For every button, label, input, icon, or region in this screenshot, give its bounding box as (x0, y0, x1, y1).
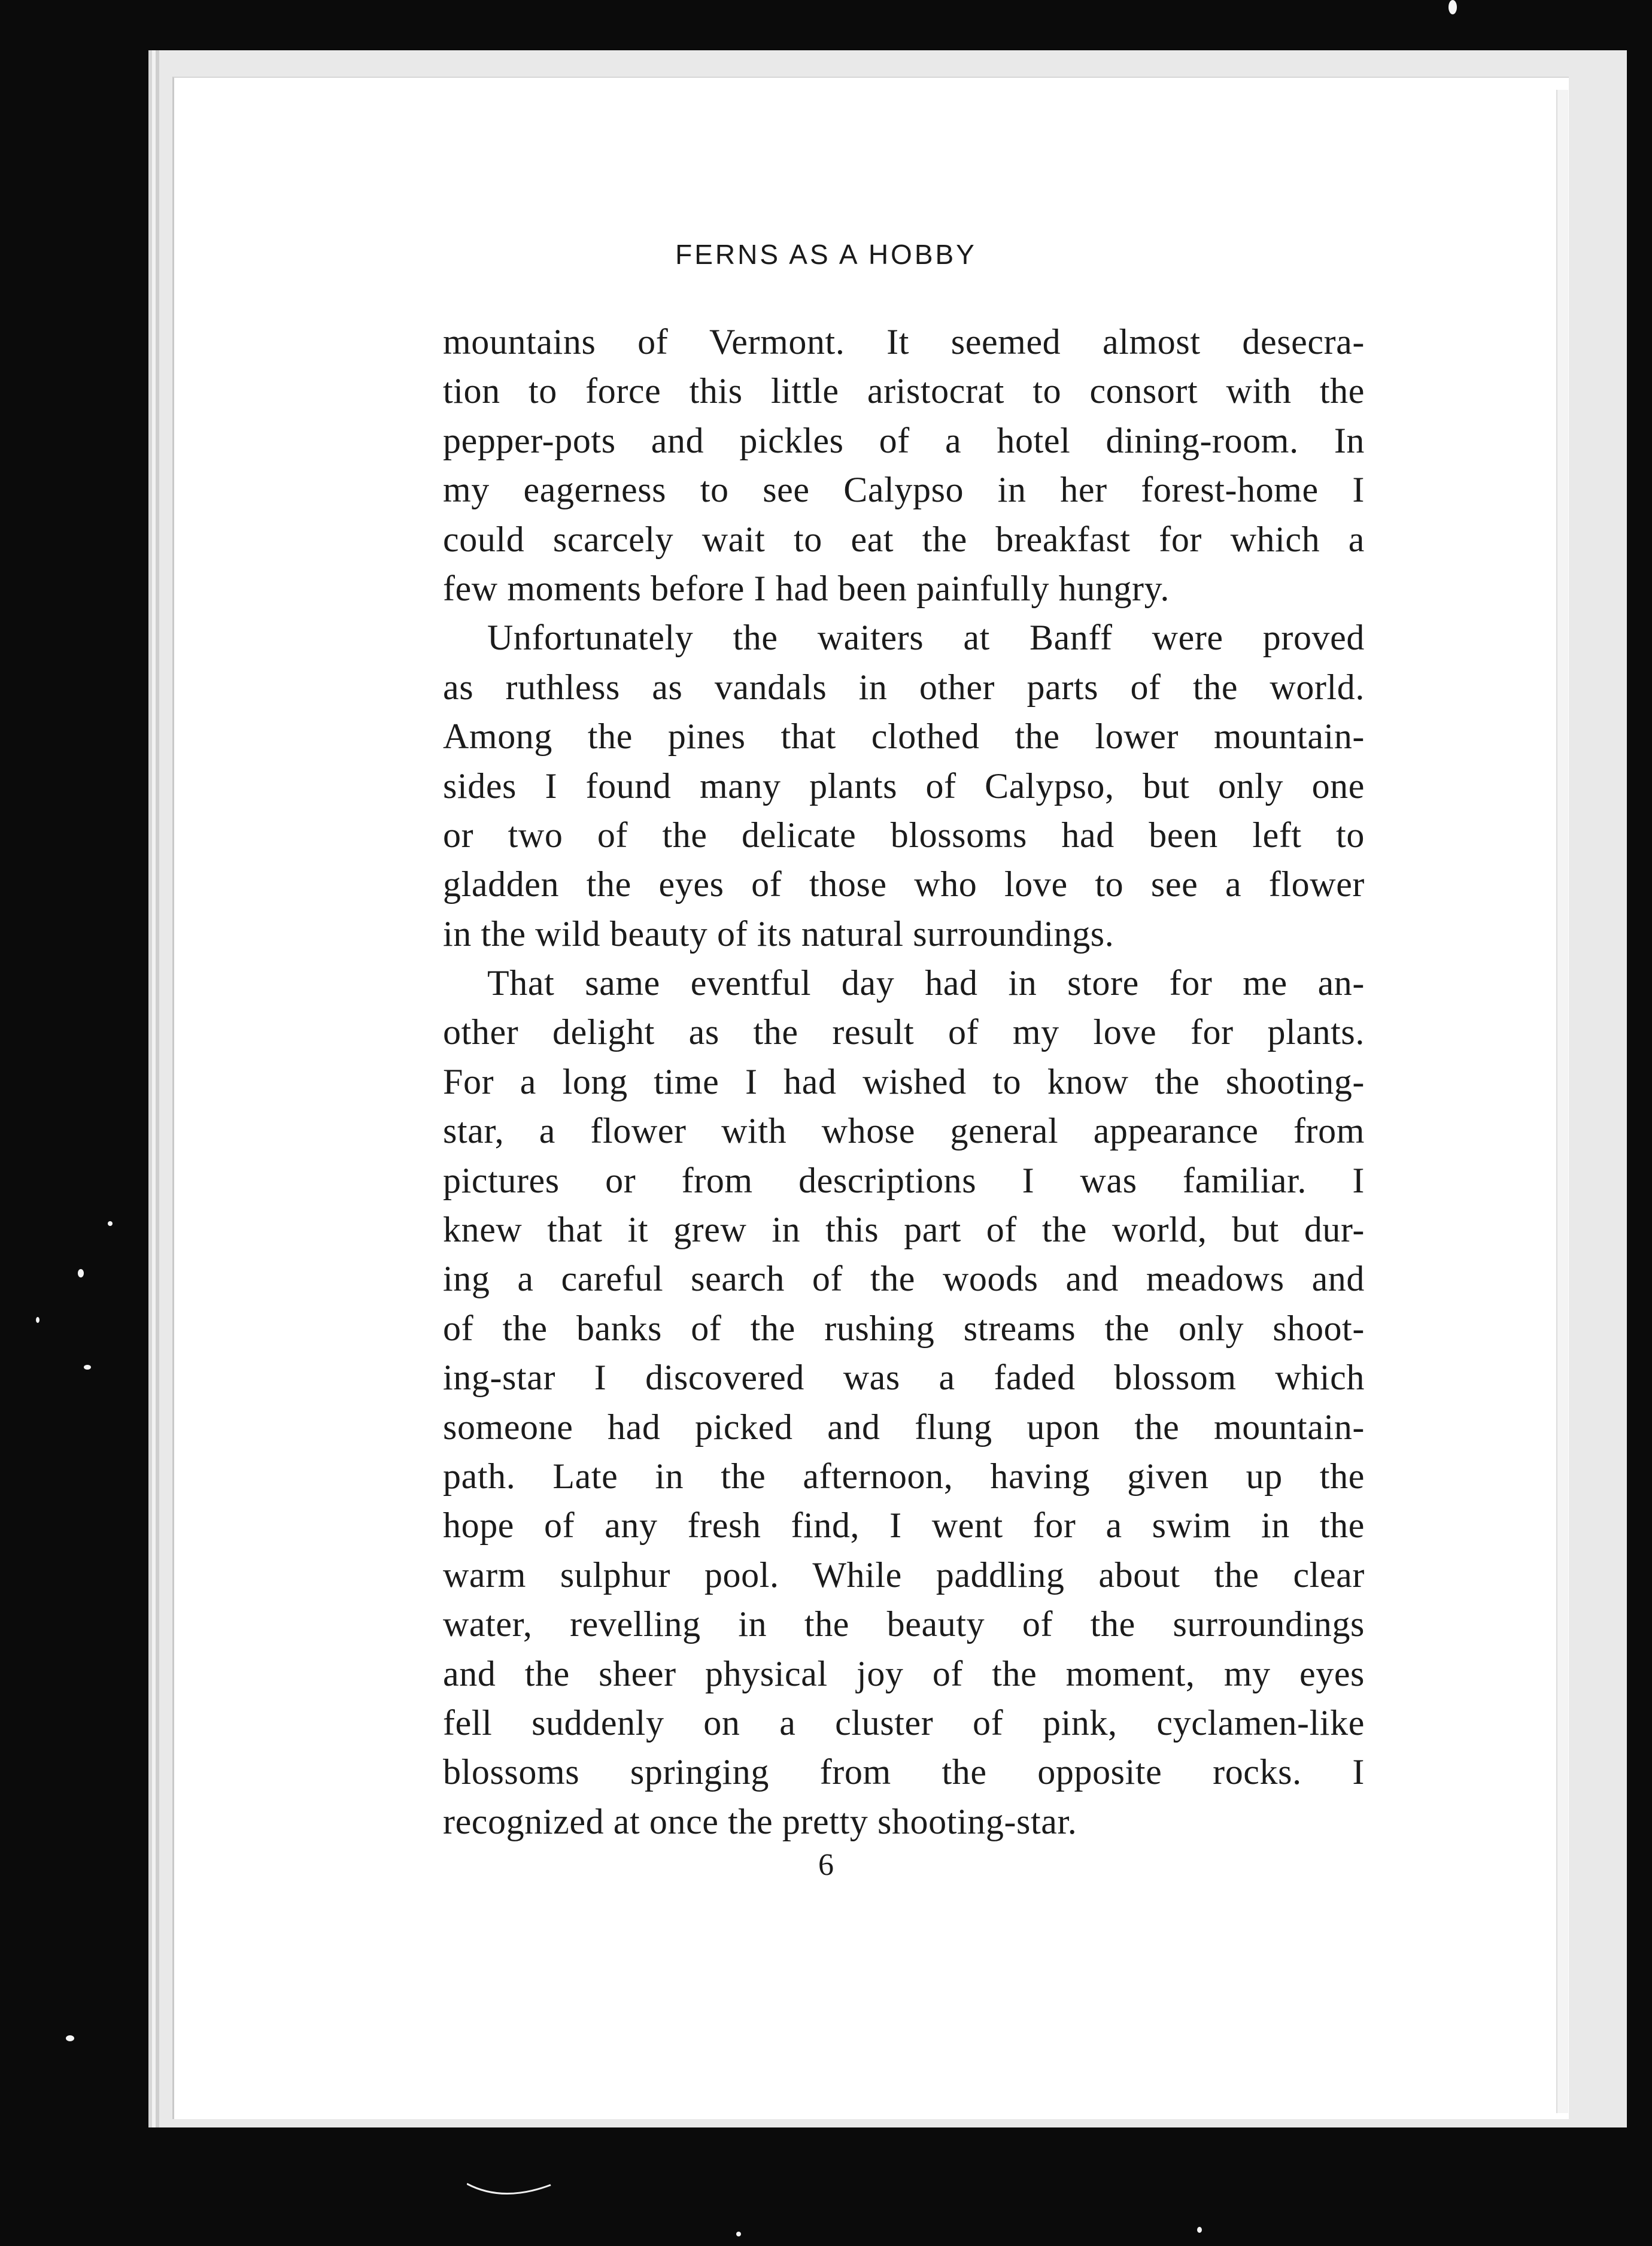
text-line: That same eventful day had in store for me an- (487, 963, 1365, 1003)
text-line: someone had picked and flung upon the mountain- (443, 1407, 1365, 1447)
text-line: could scarcely wait to eat the breakfast for which a (443, 519, 1365, 559)
text-line: fell suddenly on a cluster of pink, cyclamen-like (443, 1702, 1365, 1743)
text-line: my eagerness to see Calypso in her forest-home I (443, 470, 1365, 510)
running-head: FERNS AS A HOBBY (675, 239, 977, 270)
text-line: ing a careful search of the woods and meadows and (443, 1259, 1365, 1299)
scan-mark (467, 2179, 557, 2203)
text-line: hope of any fresh find, I went for a swim in the (443, 1506, 1365, 1546)
scan-speck (1197, 2227, 1202, 2233)
scan-speck (1448, 0, 1457, 14)
text-line: water, revelling in the beauty of the surroundings (443, 1604, 1365, 1644)
text-line: path. Late in the afternoon, having given up the (443, 1456, 1365, 1496)
text-line: recognized at once the pretty shooting-star. (443, 1801, 1077, 1841)
scan-speck (36, 1317, 40, 1323)
text-line: gladden the eyes of those who love to see a flower (443, 864, 1365, 905)
text-line: star, a flower with whose general appearance from (443, 1111, 1365, 1151)
text-line: as ruthless as vandals in other parts of the world. (443, 667, 1365, 707)
text-line: Unfortunately the waiters at Banff were proved (487, 618, 1365, 658)
page-number: 6 (818, 1848, 834, 1882)
text-line: in the wild beauty of its natural surroundings. (443, 913, 1115, 954)
scan-speck (78, 1269, 84, 1277)
text-line: ing-star I discovered was a faded blossom which (443, 1358, 1365, 1398)
scan-speck (108, 1221, 113, 1226)
text-line: knew that it grew in this part of the world, but dur- (443, 1210, 1365, 1250)
body-text (443, 317, 1365, 1846)
text-line: tion to force this little aristocrat to consort with the (443, 371, 1365, 411)
text-line: or two of the delicate blossoms had been left to (443, 815, 1365, 855)
scan-speck (84, 1365, 91, 1370)
text-line: sides I found many plants of Calypso, but only one (443, 766, 1365, 806)
text-line: Among the pines that clothed the lower mountain- (443, 717, 1365, 757)
text-line: pepper-pots and pickles of a hotel dining-room. In (443, 420, 1365, 460)
text-line: of the banks of the rushing streams the only shoot- (443, 1308, 1365, 1348)
text-line: blossoms springing from the opposite rocks. I (443, 1752, 1365, 1792)
text-line: pictures or from descriptions I was familiar. I (443, 1160, 1365, 1200)
text-line: warm sulphur pool. While paddling about the clear (443, 1555, 1365, 1595)
text-line: mountains of Vermont. It seemed almost desecra- (443, 322, 1365, 362)
text-line: few moments before I had been painfully hungry. (443, 568, 1170, 608)
scan-speck (736, 2232, 741, 2236)
facing-page-edge (1556, 90, 1568, 2113)
text-line: and the sheer physical joy of the moment, my eyes (443, 1653, 1365, 1693)
scan-speck (66, 2035, 74, 2041)
text-line: For a long time I had wished to know the shooting- (443, 1061, 1365, 1101)
text-line: other delight as the result of my love for plants. (443, 1012, 1365, 1052)
